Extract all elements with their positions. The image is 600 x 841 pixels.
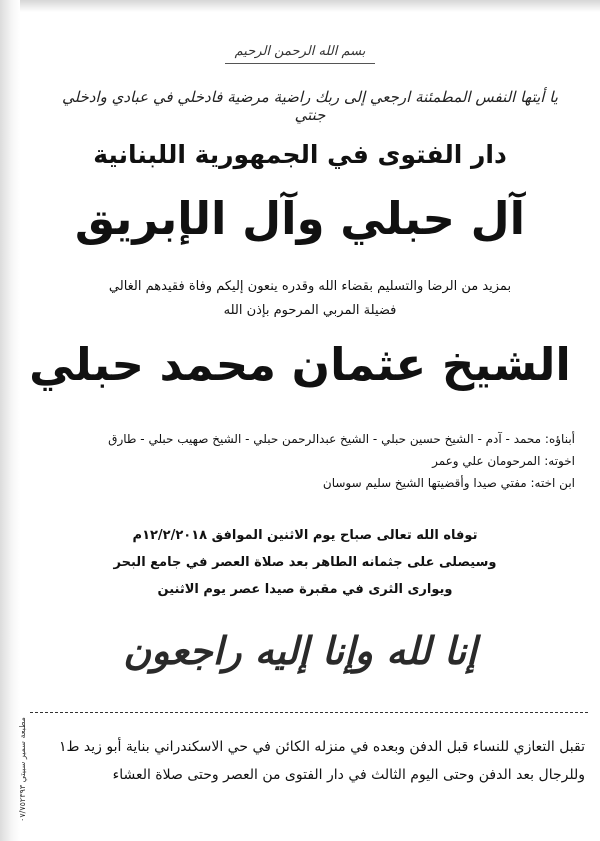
burial-info: ويوارى الثرى في مقبرة صيدا عصر يوم الاثنين xyxy=(157,582,453,597)
printer-credit: مطبعة سمير سبيتي ٠٧/٧٥٢٣٩٣ xyxy=(18,717,27,822)
bismillah-header xyxy=(0,40,600,64)
page-top-shadow xyxy=(0,0,600,12)
condolences-men: وللرجال بعد الدفن وحتى اليوم الثالث في دار الفتوى من العصر وحتى صلاة العشاء xyxy=(112,767,585,783)
death-details xyxy=(40,522,570,603)
quran-verse: يا أيتها النفس المطمئنة ارجعي إلى ربك راضية مرضية فادخلي في عبادي وادخلي جنتي xyxy=(62,88,558,124)
institution-title: دار الفتوى في الجمهورية اللبنانية xyxy=(93,140,507,169)
deceased-name: الشيخ عثمان محمد حبلي xyxy=(29,338,571,391)
condolences-women: تقبل التعازي للنساء قبل الدفن وبعده في منزله الكائن في حي الاسكندراني بناية أبو زيد ط١ xyxy=(59,739,585,755)
page-left-shadow xyxy=(0,0,20,841)
funeral-prayer: وسيصلى على جثمانه الطاهر بعد صلاة العصر في جامع البحر xyxy=(113,555,497,570)
relatives-brothers: اخوته: المرحومان علي وعمر xyxy=(432,454,575,468)
relatives-sons: أبناؤه: محمد - آدم - الشيخ حسين حبلي - الشيخ عبدالرحمن حبلي - الشيخ صهيب حبلي - طارق xyxy=(108,432,575,446)
announcement-line-1: بمزيد من الرضا والتسليم بقضاء الله وقدره ينعون إليكم وفاة فقيدهم الغالي xyxy=(108,279,512,294)
death-date: توفاه الله تعالى صباح يوم الاثنين الموافق ١٢/٢/٢٠١٨م xyxy=(132,528,478,543)
relatives-nephew: ابن اخته: مفتي صيدا وأقضيتها الشيخ سليم سوسان xyxy=(322,476,575,490)
announcement-line-2: فضيلة المربي المرحوم بإذن الله xyxy=(223,303,397,318)
family-names: آل حبلي وآل الإبريق xyxy=(74,192,526,245)
announcement xyxy=(40,275,580,323)
dashed-divider xyxy=(30,712,588,713)
condolences-section xyxy=(40,733,585,789)
calligraphy-phrase: إنا لله وإنا إليه راجعون xyxy=(123,628,477,673)
relatives-list xyxy=(30,428,575,494)
bismillah-text: بسم الله الرحمن الرحيم xyxy=(225,40,376,64)
